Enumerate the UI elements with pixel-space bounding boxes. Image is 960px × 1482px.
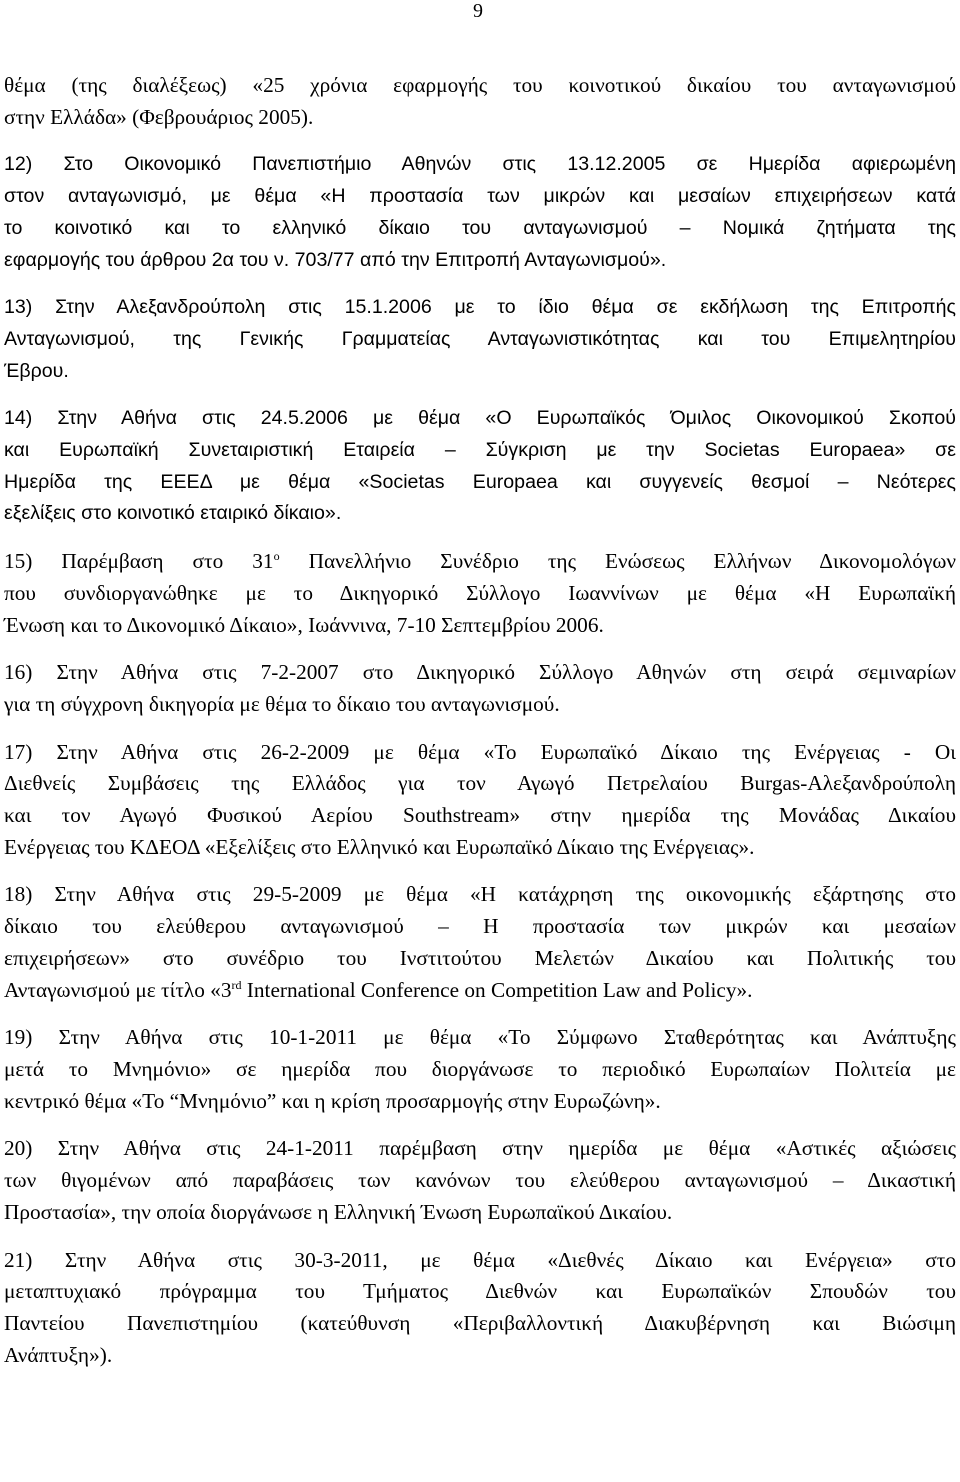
page-number: 9 <box>473 0 483 22</box>
text-line: Έβρου. <box>4 359 69 382</box>
text-line: το κοινοτικό και το ελληνικό δίκαιο του ανταγωνισμού – Νομικά ζητήματα της <box>4 216 956 239</box>
text-line: που συνδιοργανώθηκε με το Δικηγορικό Σύλλογο Ιωαννίνων με θέμα «Η Ευρωπαϊκή <box>4 580 956 605</box>
list-item-paragraph <box>4 149 956 276</box>
text-line: κεντρικό θέμα «Το “Μνημόνιο” και η κρίση προσαρμογής στην Ευρωζώνη». <box>4 1088 661 1113</box>
list-item-paragraph <box>4 1245 956 1372</box>
superscript: rd <box>231 977 242 992</box>
document-body <box>4 70 956 1387</box>
text-segment: 15) Παρέμβαση στο 31 <box>4 549 274 574</box>
list-item-paragraph <box>4 292 956 387</box>
text-line: δίκαιο του ελεύθερου ανταγωνισμού – Η προστασία των μικρών και μεσαίων <box>4 914 956 939</box>
text-segment: International Conference on Competition Law and Policy». <box>241 977 753 1002</box>
text-line: 12) Στο Οικονομικό Πανεπιστήμιο Αθηνών στις 13.12.2005 σε Ημερίδα αφιερωμένη <box>4 153 956 176</box>
text-line: Διεθνείς Συμβάσεις της Ελλάδος για τον Αγωγό Πετρελαίου Burgas-Αλεξανδρούπολη <box>4 771 956 796</box>
text-line: Ενέργειας του ΚΔΕΟΔ «Εξελίξεις στο Ελληνικό και Ευρωπαϊκό Δίκαιο της Ενέργειας». <box>4 834 755 859</box>
text-line: Ανταγωνισμού, της Γενικής Γραμματείας Ανταγωνιστικότητας και του Επιμελητηρίου <box>4 327 956 350</box>
text-line: 18) Στην Αθήνα στις 29-5-2009 με θέμα «Η κατάχρηση της οικονομικής εξάρτησης στο <box>4 882 956 907</box>
text-line <box>4 975 956 1007</box>
list-item-paragraph <box>4 737 956 864</box>
text-line: μετά το Μνημόνιο» σε ημερίδα που διοργάνωσε το περιοδικό Ευρωπαίων Πολιτεία με <box>4 1056 956 1081</box>
text-line: επιχειρήσεων» στο συνέδριο του Ινστιτούτου Μελετών Δικαίου και Πολιτικής του <box>4 945 956 970</box>
list-item-paragraph <box>4 879 956 1006</box>
text-line: 16) Στην Αθήνα στις 7-2-2007 στο Δικηγορικό Σύλλογο Αθηνών στη σειρά σεμιναρίων <box>4 660 956 685</box>
text-line: θέμα (της διαλέξεως) «25 χρόνια εφαρμογής του κοινοτικού δικαίου του ανταγωνισμού <box>4 73 956 97</box>
text-line: εφαρμογής του άρθρου 2α του ν. 703/77 από την Επιτροπή Ανταγωνισμού». <box>4 248 667 271</box>
text-line: Ένωση και το Δικονομικό Δίκαιο», Ιωάννινα, 7-10 Σεπτεμβρίου 2006. <box>4 612 604 637</box>
text-line: Παντείου Πανεπιστημίου (κατεύθυνση «Περιβαλλοντική Διακυβέρνηση και Βιώσιμη <box>4 1310 956 1335</box>
text-line: μεταπτυχιακό πρόγραμμα του Τμήματος Διεθνών και Ευρωπαϊκών Σπουδών του <box>4 1279 956 1304</box>
text-line: και Ευρωπαϊκή Συνεταιριστική Εταιρεία – Σύγκριση με την Societas Europaea» σε <box>4 439 956 462</box>
superscript: ο <box>273 549 280 564</box>
text-segment: Πανελλήνιο Συνέδριο της Ενώσεως Ελλήνων Δικονομολόγων <box>279 549 957 574</box>
text-line: των θιγομένων από παραβάσεις των κανόνων του ελεύθερου ανταγωνισμού – Δικαστική <box>4 1168 956 1193</box>
list-item-paragraph <box>4 546 956 641</box>
text-line: στον ανταγωνισμό, με θέμα «Η προστασία των μικρών και μεσαίων επιχειρήσεων κατά <box>4 185 956 208</box>
text-line: Προστασία», την οποία διοργάνωσε η Ελληνική Ένωση Ευρωπαϊκού Δικαίου. <box>4 1199 673 1224</box>
text-line: Ημερίδα της ΕΕΕΔ με θέμα «Societas Europaea και συγγενείς θεσμοί – Νεότερες <box>4 470 956 493</box>
list-item-paragraph <box>4 70 956 133</box>
text-line: 20) Στην Αθήνα στις 24-1-2011 παρέμβαση στην ημερίδα με θέμα «Αστικές αξιώσεις <box>4 1136 956 1161</box>
text-line: για τη σύγχρονη δικηγορία με θέμα το δίκαιο του ανταγωνισμού. <box>4 691 560 716</box>
text-line: Ανάπτυξη»). <box>4 1342 113 1367</box>
text-line <box>4 546 956 578</box>
text-line: στην Ελλάδα» (Φεβρουάριος 2005). <box>4 104 314 129</box>
text-line: 14) Στην Αθήνα στις 24.5.2006 με θέμα «Ο Ευρωπαϊκός Όμιλος Οικονομικού Σκοπού <box>4 407 956 430</box>
list-item-paragraph <box>4 1022 956 1117</box>
text-line: εξελίξεις στο κοινοτικό εταιρικό δίκαιο». <box>4 502 342 525</box>
list-item-paragraph <box>4 1133 956 1228</box>
text-segment: Ανταγωνισμού με τίτλο «3 <box>4 977 232 1002</box>
text-line: 13) Στην Αλεξανδρούπολη στις 15.1.2006 με το ίδιο θέμα σε εκδήλωση της Επιτροπής <box>4 296 956 319</box>
text-line: 17) Στην Αθήνα στις 26-2-2009 με θέμα «Το Ευρωπαϊκό Δίκαιο της Ενέργειας - Οι <box>4 739 956 764</box>
list-item-paragraph <box>4 657 956 720</box>
text-line: 19) Στην Αθήνα στις 10-1-2011 με θέμα «Το Σύμφωνο Σταθερότητας και Ανάπτυξης <box>4 1025 956 1050</box>
list-item-paragraph <box>4 403 956 530</box>
text-line: 21) Στην Αθήνα στις 30-3-2011, με θέμα «Διεθνές Δίκαιο και Ενέργεια» στο <box>4 1247 956 1272</box>
text-line: και τον Αγωγό Φυσικού Αερίου Southstream» στην ημερίδα της Μονάδας Δικαίου <box>4 803 956 828</box>
